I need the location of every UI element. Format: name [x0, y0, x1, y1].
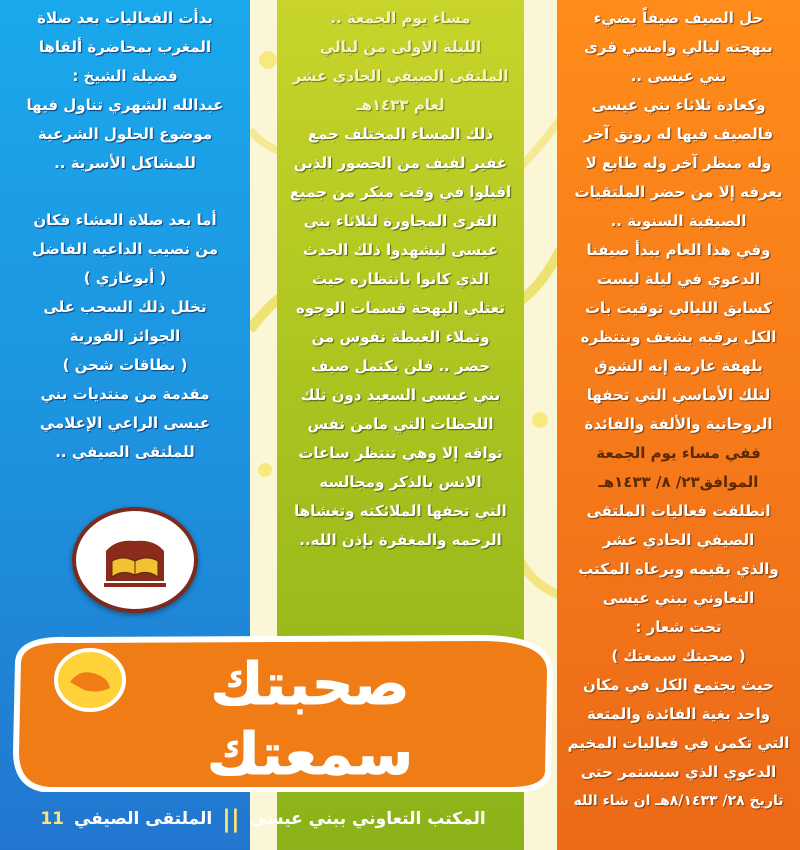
- mid-line: التي تحفها الملائكته وتغشاها: [294, 502, 507, 520]
- right-article-column: [557, 0, 800, 850]
- forum-name: الملتقى الصيفي: [73, 809, 213, 829]
- mid-line: غفير لفيف من الحضور الذين: [293, 154, 508, 172]
- right-line: حيث يجتمع الكل في مكان: [583, 676, 774, 694]
- right-line: حل الصيف ضيفاً يضيء: [593, 9, 764, 27]
- right-line: التعاوني ببني عيسى: [602, 589, 755, 607]
- right-line: ببهجته ليالي وامسي قرى: [584, 38, 773, 56]
- left-line: الجوائز الفورية: [69, 327, 181, 345]
- right-line: الكل يرقبه بشغف وينتظره: [580, 328, 777, 346]
- right-line: لتلك الأماسي التي تحفها: [586, 386, 771, 404]
- mid-line: الرحمه والمغفرة بإذن الله..: [299, 531, 502, 549]
- mid-line: الانس بالذكر ومجالسه: [319, 473, 482, 491]
- left-line: للمشاكل الأسرية ..: [54, 154, 196, 172]
- right-highlight-line: الموافق٢٣/ ٨/ ١٤٣٣هـ: [598, 473, 759, 491]
- right-line: التي تكمن في فعاليات المخيم: [567, 734, 790, 752]
- mid-head-line: الملتقى الصيفي الحادي عشر: [292, 67, 509, 85]
- right-line: تاريخ ٢٨/ ٨/١٤٣٣هـ ان شاء الله: [573, 793, 784, 809]
- office-name: المكتب التعاوني ببني عيسى: [249, 809, 486, 829]
- mid-line: اللحظات التي مامن نفس: [307, 415, 494, 433]
- left-line: ( بطاقات شحن ): [62, 356, 188, 374]
- paragraph-gap: [12, 178, 238, 206]
- left-line: موضوع الحلول الشرعية: [37, 125, 213, 143]
- left-line: عبدالله الشهري تناول فيها: [26, 96, 224, 114]
- right-line: ( صحبتك سمعتك ): [611, 647, 746, 665]
- right-line: وكعادة ثلاثاء بني عيسى: [591, 96, 766, 114]
- left-line: المغرب بمحاضرة ألقاها: [38, 38, 212, 56]
- left-line: ( أبوغازي ): [83, 269, 167, 287]
- left-line: مقدمة من منتديات بني: [40, 385, 210, 403]
- forum-number: 11: [40, 809, 64, 829]
- mid-line: تواقه إلا وهي تنتظر ساعات: [298, 444, 503, 462]
- mid-line: حضر .. فلن يكتمل صيف: [310, 357, 491, 375]
- left-line: عيسى الراعي الإعلامي: [39, 414, 211, 432]
- right-line: بني عيسى ..: [630, 67, 727, 85]
- bottom-caption: [28, 798, 498, 840]
- mid-line: الذي كانوا بانتظاره حيث: [312, 270, 489, 288]
- slogan-banner: [10, 632, 555, 792]
- left-line: أما بعد صلاة العشاء فكان: [33, 211, 217, 229]
- slogan-line-2: سمعتك: [206, 720, 414, 788]
- separator: ||: [222, 805, 240, 833]
- mid-line: تعتلي البهجة قسمات الوجوه: [296, 299, 505, 317]
- slogan-line-1: صحبتك: [210, 650, 410, 718]
- right-line: فالصيف فيها له رونق آخر: [583, 125, 774, 143]
- mid-line: بني عيسى السعيد دون تلك: [300, 386, 501, 404]
- mid-head-line: لعام ١٤٣٣هـ: [356, 96, 445, 114]
- right-line: الدعوي الذي سيستمر حتى: [580, 763, 777, 781]
- right-line: بلهفة عارمة إنه الشوق: [594, 357, 763, 375]
- book-icon: [76, 511, 194, 609]
- left-line: من نصيب الداعيه الفاضل: [32, 240, 218, 258]
- mid-head-line: مساء يوم الجمعة ..: [330, 9, 471, 27]
- right-highlight-line: ففي مساء يوم الجمعة: [596, 444, 761, 462]
- right-line: انطلقت فعاليات الملتقى: [586, 502, 771, 520]
- left-line: للملتقى الصيفي ..: [55, 443, 195, 461]
- right-line: كسابق الليالي توقيت بات: [584, 299, 773, 317]
- mid-line: اقبلوا في وقت مبكر من جميع: [289, 183, 512, 201]
- mid-line: وتملاء الغبطة نفوس من: [311, 328, 490, 346]
- office-logo: [72, 507, 198, 613]
- right-line: الصيفية السنوية ..: [610, 212, 747, 230]
- mid-line: القرى المجاورة لثلاثاء بني: [303, 212, 498, 230]
- right-line: الصيفي الحادي عشر: [602, 531, 755, 549]
- right-line: واحد بغية الفائدة والمتعة: [586, 705, 771, 723]
- left-line: فضيلة الشيخ :: [72, 67, 178, 85]
- right-line: والذي يقيمه ويرعاه المكتب: [578, 560, 779, 578]
- left-line: تخلل ذلك السحب على: [43, 298, 207, 316]
- right-line: تحت شعار :: [635, 618, 722, 636]
- mid-head-line: الليلة الاولى من ليالي: [319, 38, 482, 56]
- right-line: وفي هذا العام يبدأ صيفنا: [586, 241, 771, 259]
- right-line: الدعوي في ليلة ليست: [596, 270, 761, 288]
- right-line: يعرفه إلا من حضر الملتقيات: [574, 183, 783, 201]
- right-line: وله منظر آخر وله طابع لا: [585, 154, 772, 172]
- right-line: الروحانية والألفة والفائدة: [584, 415, 773, 433]
- left-line: بدأت الفعاليات بعد صلاة: [37, 9, 213, 27]
- mid-line: ذلك المساء المختلف جمع: [307, 125, 494, 143]
- mid-line: عيسى ليشهدوا ذلك الحدث: [302, 241, 499, 259]
